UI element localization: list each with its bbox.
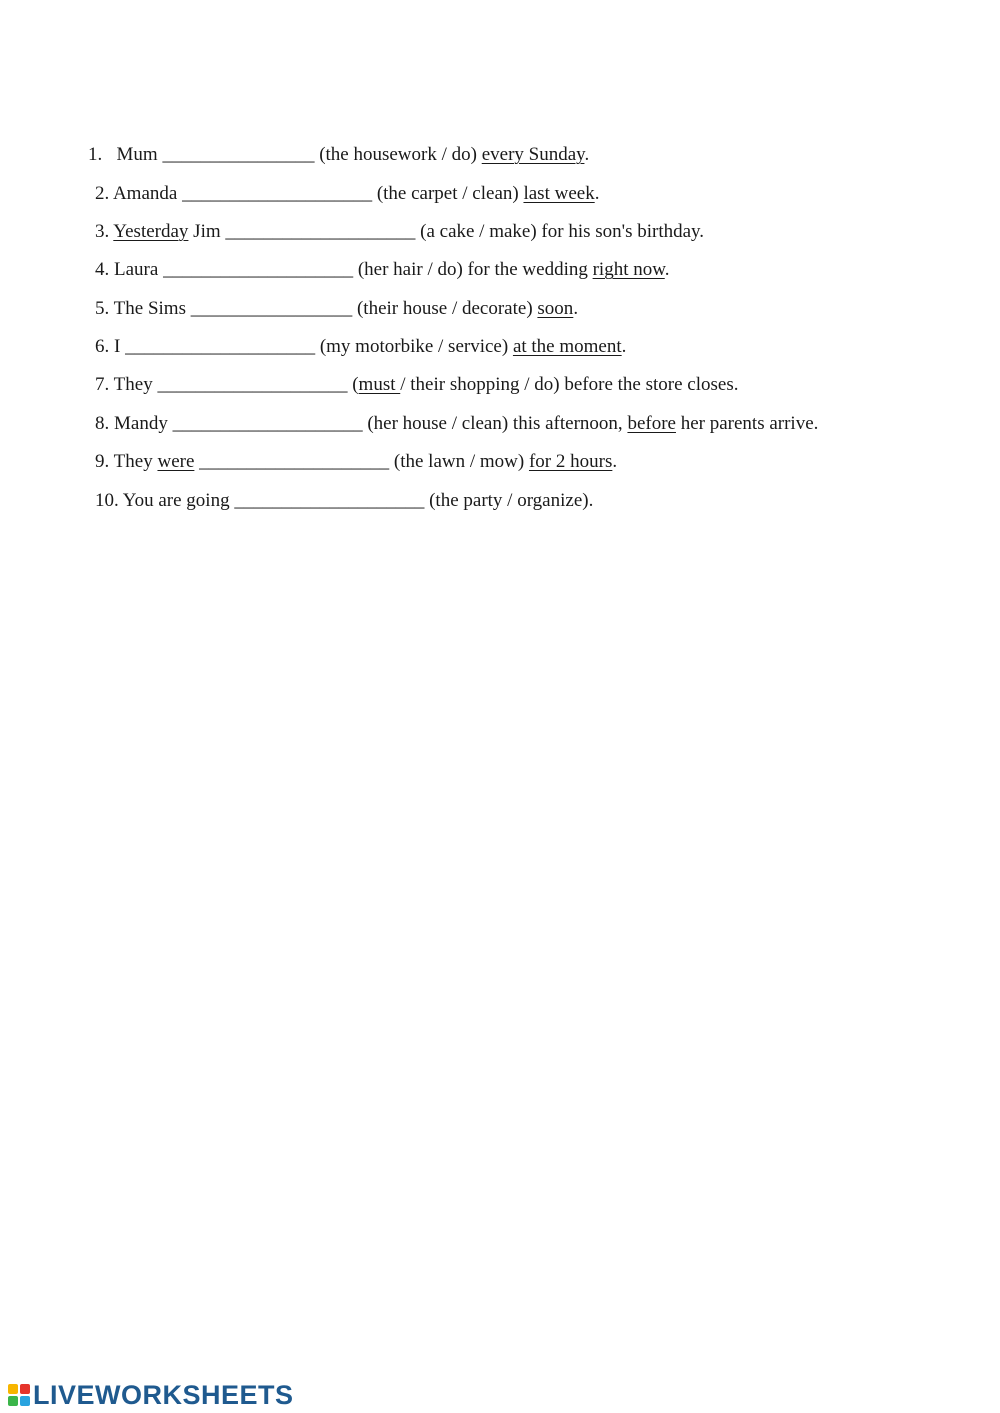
- exercise-item: [95, 220, 704, 244]
- exercise-item: [95, 335, 626, 359]
- answer-blank[interactable]: ________________: [162, 144, 315, 165]
- liveworksheets-logo: [8, 1381, 294, 1409]
- exercise-text: (the carpet / clean): [372, 183, 524, 204]
- underlined-cue: were: [157, 451, 195, 472]
- exercise-item: [95, 489, 593, 513]
- logo-text: LIVEWORKSHEETS: [33, 1379, 294, 1410]
- answer-blank[interactable]: ____________________: [225, 221, 416, 242]
- exercise-number: 9.: [95, 451, 114, 472]
- exercise-number: 3.: [95, 221, 114, 242]
- exercise-text: .: [621, 336, 627, 357]
- exercise-text: .: [573, 298, 579, 319]
- underlined-cue: every Sunday: [481, 144, 585, 165]
- exercise-text: Jim: [188, 221, 226, 242]
- exercise-item: [95, 412, 818, 436]
- underlined-cue: for 2 hours: [528, 451, 613, 472]
- exercise-text: .: [584, 144, 590, 165]
- answer-blank[interactable]: ____________________: [172, 413, 363, 434]
- exercise-text: / their shopping / do) before the store closes.: [400, 374, 739, 395]
- exercise-text: Laura: [114, 259, 164, 280]
- exercise-item: [88, 143, 589, 167]
- underlined-cue: must: [358, 374, 401, 395]
- exercise-text: (their house / decorate): [352, 298, 538, 319]
- underlined-cue: soon: [537, 298, 574, 319]
- exercise-text: .: [594, 183, 600, 204]
- exercise-text: her parents arrive.: [675, 413, 819, 434]
- exercise-text: You are going: [122, 490, 235, 511]
- exercise-item: [95, 373, 738, 397]
- exercise-text: (a cake / make) for his son's birthday.: [415, 221, 705, 242]
- answer-blank[interactable]: ____________________: [125, 336, 316, 357]
- underlined-cue: last week: [523, 183, 595, 204]
- answer-blank[interactable]: ____________________: [199, 451, 390, 472]
- exercise-text: Mum: [116, 144, 163, 165]
- exercise-number: 7.: [95, 374, 114, 395]
- exercise-text: (my motorbike / service): [315, 336, 513, 357]
- exercise-text: (her hair / do) for the wedding: [353, 259, 593, 280]
- exercise-text: (the lawn / mow): [389, 451, 529, 472]
- exercise-text: Mandy: [114, 413, 173, 434]
- exercise-text: (: [347, 374, 359, 395]
- exercise-text: They: [113, 451, 158, 472]
- exercise-number: 10.: [95, 490, 123, 511]
- underlined-cue: right now: [592, 259, 665, 280]
- underlined-cue: before: [627, 413, 676, 434]
- exercise-number: 4.: [95, 259, 114, 280]
- exercise-item: [95, 258, 669, 282]
- answer-blank[interactable]: ____________________: [163, 259, 354, 280]
- exercise-text: Amanda: [112, 183, 183, 204]
- answer-blank[interactable]: ____________________: [234, 490, 425, 511]
- exercise-number: 8.: [95, 413, 114, 434]
- exercise-text: (the party / organize).: [424, 490, 594, 511]
- answer-blank[interactable]: _________________: [190, 298, 353, 319]
- logo-grid-icon: [8, 1384, 30, 1406]
- exercise-number: 5.: [95, 298, 114, 319]
- answer-blank[interactable]: ____________________: [182, 183, 373, 204]
- exercise-text: They: [113, 374, 158, 395]
- underlined-cue: at the moment: [512, 336, 622, 357]
- exercise-text: .: [664, 259, 670, 280]
- exercise-number: 6.: [95, 336, 114, 357]
- exercise-item: [95, 450, 617, 474]
- underlined-cue: Yesterday: [113, 221, 189, 242]
- exercise-item: [95, 182, 599, 206]
- exercise-text: .: [612, 451, 618, 472]
- exercise-text: (the housework / do): [314, 144, 482, 165]
- answer-blank[interactable]: ____________________: [157, 374, 348, 395]
- exercise-text: I: [114, 336, 126, 357]
- exercise-number: 2.: [95, 183, 113, 204]
- exercise-text: (her house / clean) this afternoon,: [362, 413, 628, 434]
- exercise-number: 1.: [88, 144, 117, 165]
- exercise-item: [95, 297, 578, 321]
- exercise-text: The Sims: [113, 298, 191, 319]
